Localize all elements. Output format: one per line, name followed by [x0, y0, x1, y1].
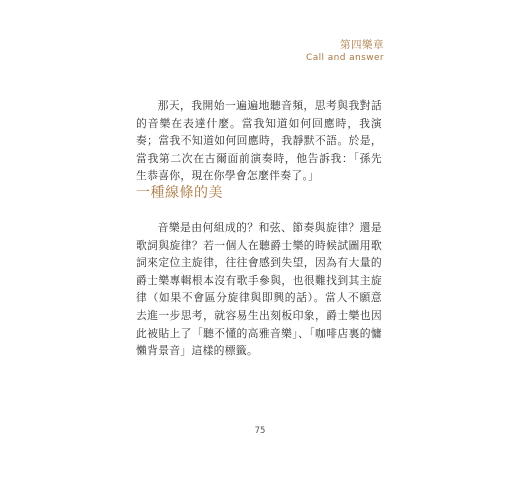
- chapter-header: [306, 38, 384, 65]
- chapter-subtitle: Call and answer: [306, 53, 384, 63]
- body-paragraph: 音樂是由何組成的？和弦、節奏與旋律？還是歌詞與旋律？若一個人在聽爵士樂的時候試圖用歌詞來定位主旋律，往往會感到失望，因為有大量的爵士樂專輯根本沒有歌手參與，也很難找到其主旋律（如果不會區分旋律與即興的話）。當人不願意去進一步思考，就容易生出刻板印象，爵士樂也因此被貼上了「聽不懂的高雅音樂」、「咖啡店裏的慵懶背景音」這樣的標籤。: [136, 221, 382, 358]
- section-heading: 一種線條的美: [136, 185, 223, 201]
- body-paragraph: 那天，我開始一遍遍地聽音頻，思考與我對話的音樂在表達什麼。當我知道如何回應時，我演奏；當我不知道如何回應時，我靜默不語。於是，當我第二次在古爾面前演奏時，他告訴我：「孫先生恭喜你，現在你學會怎麼伴奏了。」: [136, 99, 382, 183]
- page-number: 75: [254, 426, 266, 436]
- chapter-title: 第四樂章: [340, 39, 384, 51]
